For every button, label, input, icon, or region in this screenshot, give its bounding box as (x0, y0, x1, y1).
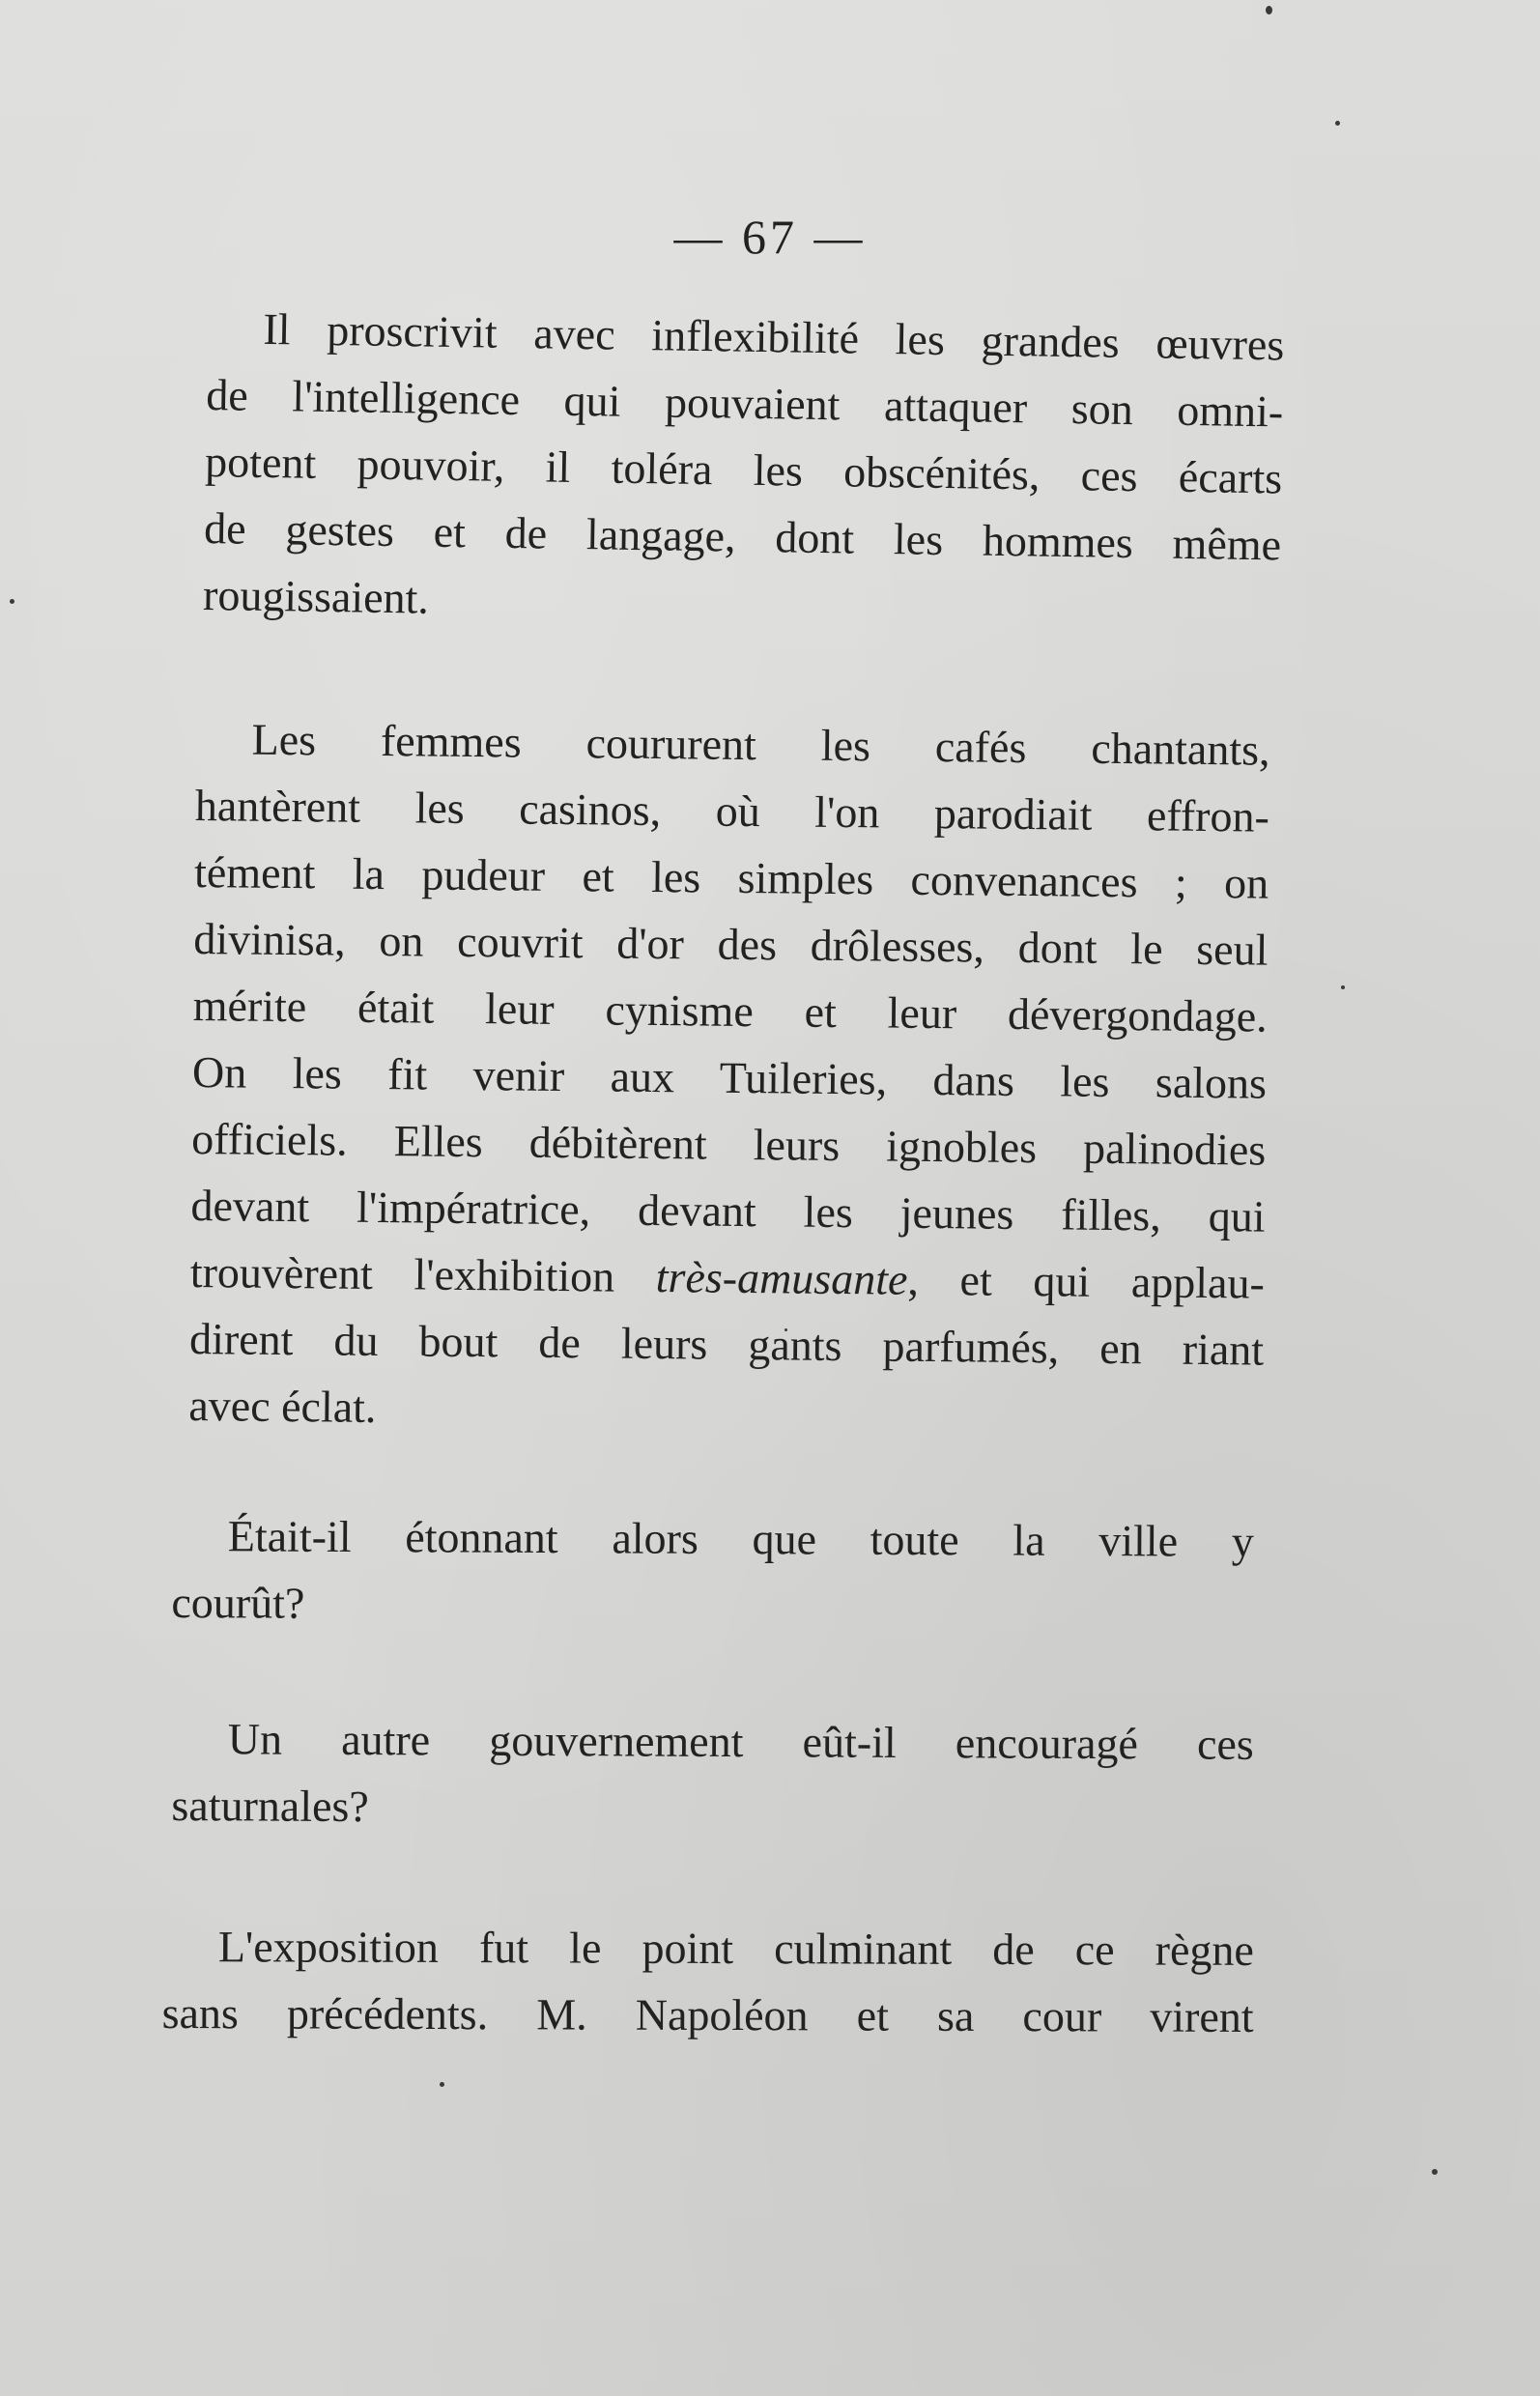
text-segment: trouvèrent l'exhibition (189, 1246, 657, 1302)
paragraph (203, 295, 1285, 644)
text-line: devant l'impératrice, devant les jeunes filles, qui (190, 1180, 1266, 1241)
paragraph (171, 1502, 1254, 1641)
ink-speck (1432, 2169, 1438, 2175)
text-line: potent pouvoir, il toléra les obscénités, ces écarts (204, 436, 1283, 503)
text-line: avec éclat. (188, 1380, 377, 1432)
text-line: de gestes et de langage, dont les hommes même (203, 502, 1282, 570)
text-line: dirent du bout de leurs gants parfumés, en riant (188, 1313, 1265, 1375)
paragraph (171, 1705, 1254, 1844)
text-line: Il proscrivit avec inflexibilité les grandes œuvres (263, 303, 1285, 370)
text-line-with-italic (189, 1239, 1265, 1317)
text-line: Était-il étonnant alors que toute la ville y (227, 1511, 1254, 1566)
text-line: Un autre gouvernement eût-il encouragé ces (227, 1714, 1254, 1769)
text-line: divinisa, on couvrit d'or des drôlesses, dont le seul (193, 913, 1269, 975)
text-line: sans précédents. M. Napoléon et sa cour virent (161, 1987, 1254, 2041)
ink-speck (1335, 121, 1340, 126)
ink-speck (10, 599, 14, 604)
text-line: On les fit venir aux Tuileries, dans les salons (191, 1046, 1268, 1108)
ink-speck (1266, 6, 1272, 14)
ink-speck (440, 2082, 444, 2087)
paragraph (188, 705, 1270, 1450)
text-line: courût? (171, 1577, 305, 1628)
text-line: officiels. Elles débitèrent leurs ignobles palinodies (191, 1113, 1267, 1175)
text-line: mérite était leur cynisme et leur dévergondage. (192, 980, 1268, 1041)
text-line: de l'intelligence qui pouvaient attaquer son omni- (205, 369, 1284, 437)
text-line: saturnales? (171, 1780, 369, 1832)
paragraph (162, 1913, 1254, 2050)
text-line: tément la pudeur et les simples convenances ; on (193, 846, 1269, 908)
text-segment: , et qui applau- (907, 1254, 1266, 1308)
ink-speck (1341, 985, 1345, 989)
italic-phrase: très-amusante (655, 1252, 908, 1304)
text-line: hantèrent les casinos, où l'on parodiait effron- (194, 780, 1270, 841)
text-line: rougissaient. (202, 569, 430, 623)
text-line: Les femmes coururent les cafés chantants, (251, 714, 1270, 775)
page-number: — 67 — (673, 210, 867, 264)
text-line: L'exposition fut le point culminant de ce règne (217, 1922, 1254, 1975)
